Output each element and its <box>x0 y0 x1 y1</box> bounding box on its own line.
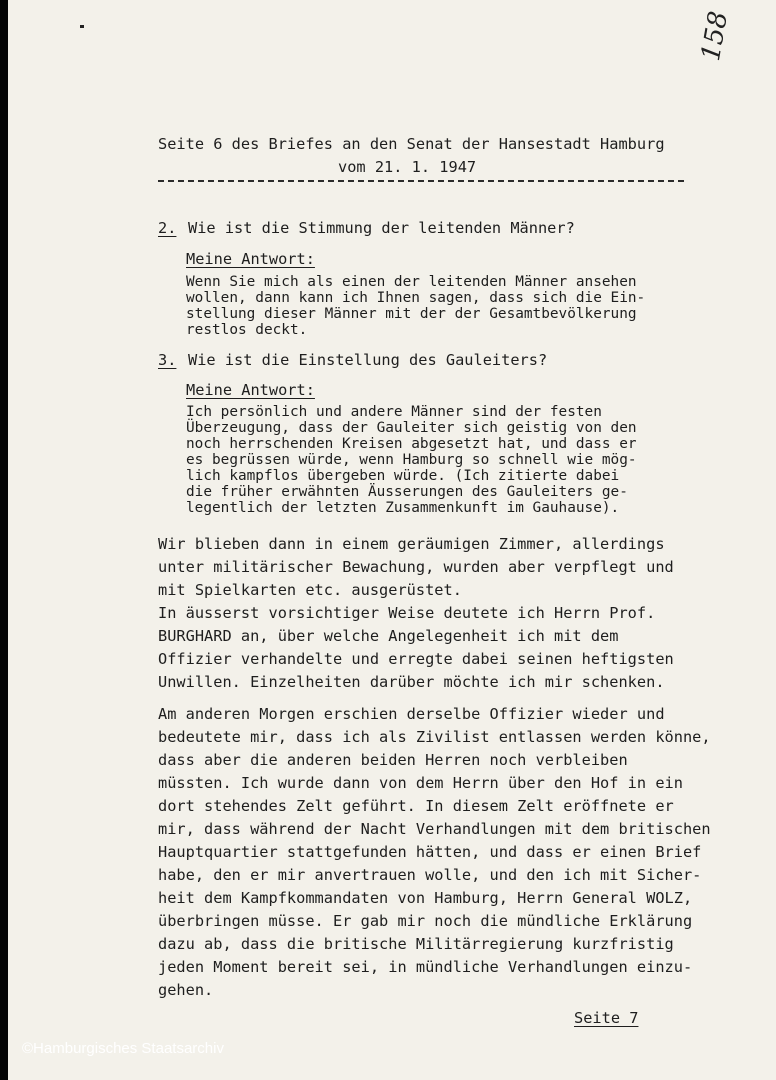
para2-line: dort stehendes Zelt geführt. In diesem Zelt eröffnete er <box>158 797 674 815</box>
para2-line: Hauptquartier stattgefunden hätten, und dass er einen Brief <box>158 843 702 861</box>
q2-answer-line: restlos deckt. <box>186 322 308 338</box>
para2-line: bedeutete mir, dass ich als Zivilist entlassen werden könne, <box>158 728 711 746</box>
header-divider <box>158 180 684 182</box>
q2-answer-line: stellung dieser Männer mit der der Gesamtbevölkerung <box>186 306 637 322</box>
para2-line: Am anderen Morgen erschien derselbe Offizier wieder und <box>158 705 665 723</box>
q3-answer-label: Meine Antwort: <box>186 381 315 399</box>
q3-answer-line: legentlich der letzten Zusammenkunft im Gauhause). <box>186 500 620 516</box>
q3-answer-line: es begrüssen würde, wenn Hamburg so schnell wie mög- <box>186 452 637 468</box>
para2-line: mir, dass während der Nacht Verhandlungen mit dem britischen <box>158 820 711 838</box>
para1-line: mit Spielkarten etc. ausgerüstet. <box>158 581 462 599</box>
archive-watermark: ©Hamburgisches Staatsarchiv <box>22 1040 224 1057</box>
para1-line: BURGHARD an, über welche Angelegenheit ich mit dem <box>158 627 619 645</box>
handwritten-page-number: 158 <box>696 9 735 64</box>
q2-number: 2. <box>158 219 177 237</box>
q2-answer-line: Wenn Sie mich als einen der leitenden Männer ansehen <box>186 274 637 290</box>
para1-line: Offizier verhandelte und erregte dabei seinen heftigsten <box>158 650 674 668</box>
para2-line: überbringen müsse. Er gab mir noch die mündliche Erklärung <box>158 912 693 930</box>
para2-line: jeden Moment bereit sei, in mündliche Verhandlungen einzu- <box>158 958 693 976</box>
q3-answer-line: lich kampflos übergeben würde. (Ich zitierte dabei <box>186 468 620 484</box>
header-line-1: Seite 6 des Briefes an den Senat der Hansestadt Hamburg <box>158 135 665 153</box>
para1-line: unter militärischer Bewachung, wurden aber verpflegt und <box>158 558 674 576</box>
next-page-marker: Seite 7 <box>574 1009 639 1027</box>
para2-line: gehen. <box>158 981 214 999</box>
q3-number: 3. <box>158 351 177 369</box>
q3-answer-line: noch herrschenden Kreisen abgesetzt hat, und dass er <box>186 436 637 452</box>
para2-line: dass aber die anderen beiden Herren noch verbleiben <box>158 751 628 769</box>
para2-line: müssten. Ich wurde dann von dem Herrn über den Hof in ein <box>158 774 683 792</box>
q3-answer-line: Überzeugung, dass der Gauleiter sich geistig von den <box>186 420 637 436</box>
q2-question: Wie ist die Stimmung der leitenden Männer? <box>188 219 575 237</box>
para2-line: habe, den er mir anvertrauen wolle, und den ich mit Sicher- <box>158 866 702 884</box>
q2-answer-line: wollen, dann kann ich Ihnen sagen, dass sich die Ein- <box>186 290 646 306</box>
punch-mark <box>80 25 84 28</box>
q3-answer-line: Ich persönlich und andere Männer sind der festen <box>186 404 602 420</box>
q3-answer-line: die früher erwähnten Äusserungen des Gauleiters ge- <box>186 484 628 500</box>
q3-question: Wie ist die Einstellung des Gauleiters? <box>188 351 548 369</box>
q2-answer-label: Meine Antwort: <box>186 250 315 268</box>
header-line-2: vom 21. 1. 1947 <box>338 158 477 176</box>
document-page <box>8 0 776 1080</box>
para1-line: Unwillen. Einzelheiten darüber möchte ich mir schenken. <box>158 673 665 691</box>
para1-line: Wir blieben dann in einem geräumigen Zimmer, allerdings <box>158 535 665 553</box>
para2-line: heit dem Kampfkommandaten von Hamburg, Herrn General WOLZ, <box>158 889 693 907</box>
para2-line: dazu ab, dass die britische Militärregierung kurzfristig <box>158 935 674 953</box>
para1-line: In äusserst vorsichtiger Weise deutete ich Herrn Prof. <box>158 604 656 622</box>
